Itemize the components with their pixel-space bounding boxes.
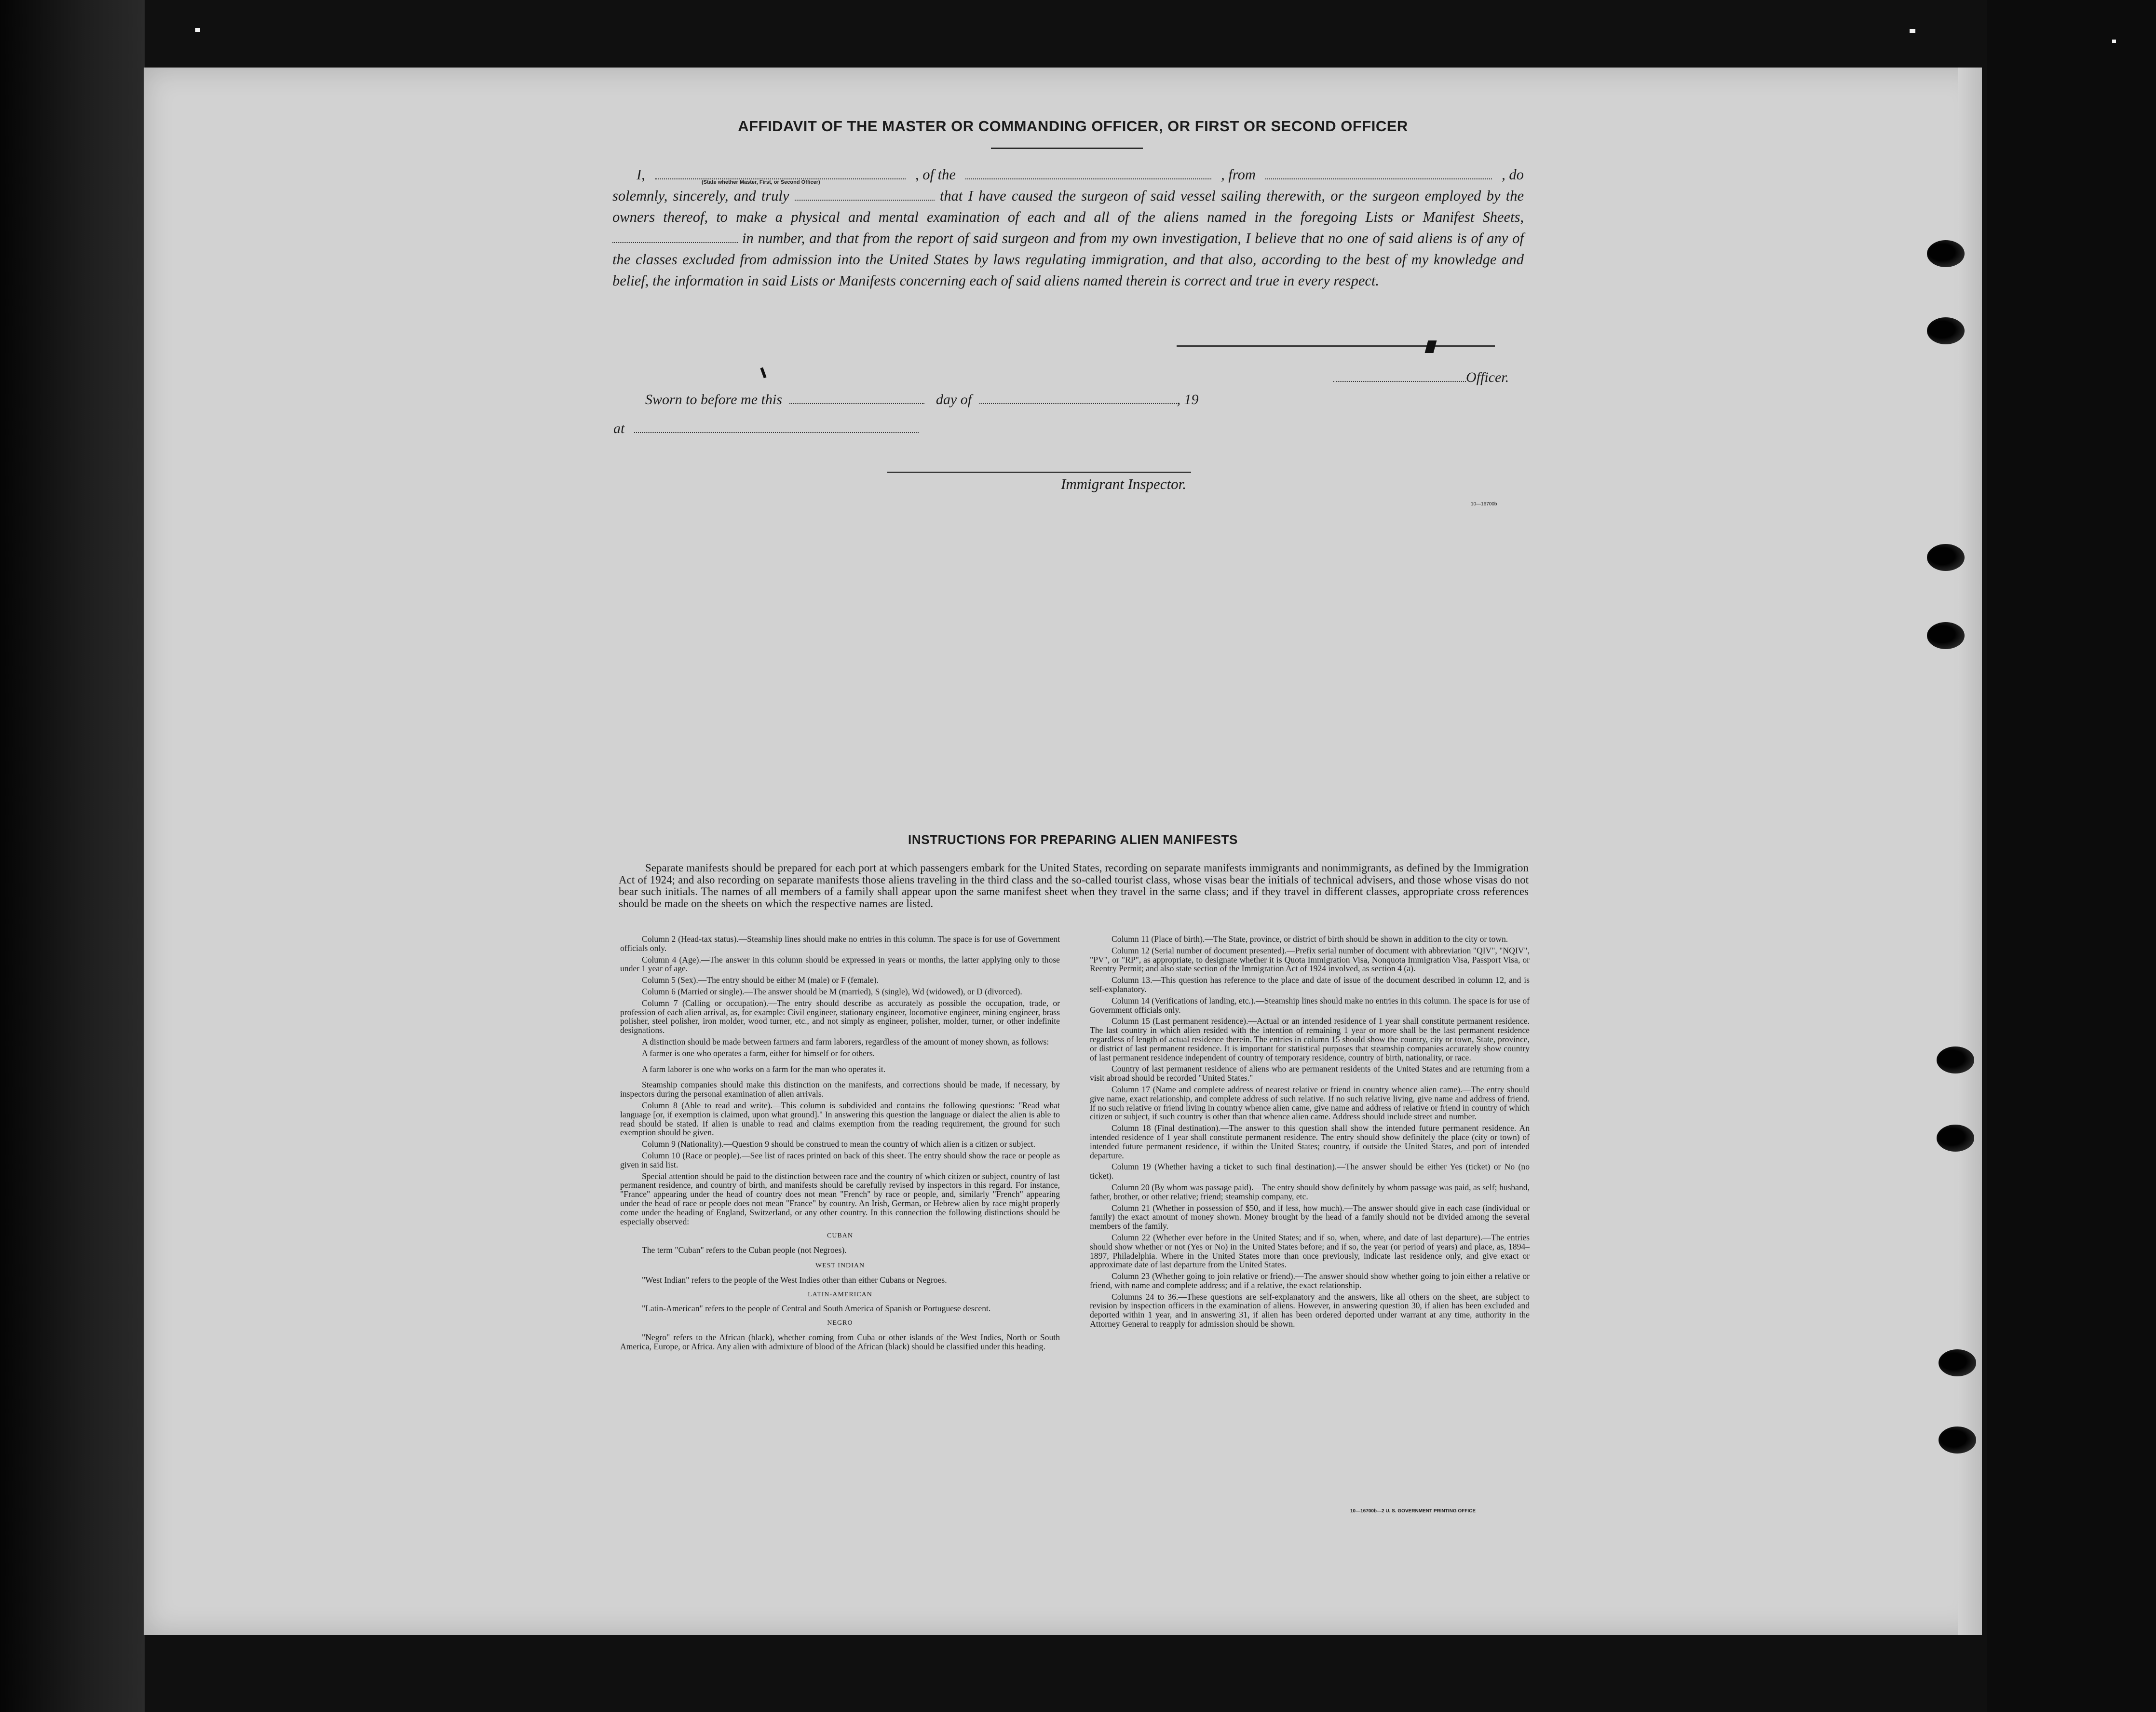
do-label: , do	[1502, 166, 1524, 183]
punch-hole	[1927, 317, 1965, 344]
instruction-paragraph: Columns 24 to 36.—These questions are self-explanatory and the answers, like all others on the sheet, are subject to revision by inspection officers in the examination of aliens. However, in answering question 30, if alien has been excluded and deported within 1 year, and in answering 31, if alien has been ordered deported under warrant at any time, authority in the Attorney General to reapply for admission should be shown.	[1090, 1291, 1530, 1329]
document-sheet	[144, 68, 1982, 1635]
instruction-paragraph: Column 20 (By whom was passage paid).—The entry should show definitely by whom passage was paid, as self; husband, father, brother, or other relative; friend; steamship company, etc.	[1090, 1182, 1530, 1201]
of-the-label: , of the	[915, 166, 956, 183]
day-of-label: day of	[936, 392, 972, 408]
punch-hole	[1937, 1046, 1974, 1073]
printer-imprint: 10—16700b—2 U. S. GOVERNMENT PRINTING OFFICE	[1350, 1508, 1476, 1514]
port-field[interactable]	[1265, 169, 1492, 179]
officer-signature-row	[1333, 369, 1509, 386]
instruction-paragraph: Column 14 (Verifications of landing, etc.).—Steamship lines should make no entries in this column. The space is for use of Government officials only.	[1090, 995, 1530, 1015]
instruction-paragraph: Column 12 (Serial number of document presented).—Prefix serial number of document with abbreviation "QIV", "NQIV", "PV", or "RP", as appropriate, to designate whether it is Quota Immigration Visa, Nonquota Immigration Visa, Passport Visa, or Reentry Permit; and also state section of the Immigration Act of 1924 involved, as section 4 (a).	[1090, 945, 1530, 974]
sworn-place-field[interactable]	[634, 422, 919, 433]
instructions-title: INSTRUCTIONS FOR PREPARING ALIEN MANIFESTS	[908, 832, 1238, 847]
negro-heading: NEGRO	[827, 1319, 853, 1327]
punch-hole	[1927, 240, 1965, 267]
affidavit-paragraph	[612, 185, 1524, 291]
instruction-paragraph: Column 23 (Whether going to join relative or friend).—The answer should show whether going to join either a relative or friend, with name and complete address; and if a relative, the exact relationship.	[1090, 1271, 1530, 1290]
inspector-signature-line[interactable]	[887, 472, 1191, 473]
negro-text: "Negro" refers to the African (black), whether coming from Cuba or other islands of the West Indies, North or South America, Europe, or Africa. Any alien with admixture of blood of the African (black) should be classified under this heading.	[620, 1332, 1060, 1351]
instruction-paragraph: Column 10 (Race or people).—See list of races printed on back of this sheet. The entry should show the race or people as given in said list.	[620, 1150, 1060, 1169]
affidavit-text-c: in number, and that from the report of said surgeon and from my own investigation, I believe that no one of said aliens is of any of the classes excluded from admission into the United States by laws regulating immigration, and that also, according to the best of my knowledge and belief, the information in said Lists or Manifests concerning each of said aliens named therein is correct and true in every respect.	[612, 230, 1524, 289]
officer-label: Officer.	[1466, 369, 1509, 385]
instruction-paragraph: A distinction should be made between farmers and farm laborers, regardless of the amount of money shown, as follows:	[642, 1036, 1049, 1046]
from-label: , from	[1221, 166, 1256, 183]
instruction-paragraph: Column 6 (Married or single).—The answer should be M (married), S (single), Wd (widowed), or D (divorced).	[642, 986, 1022, 996]
instructions-right-column	[1090, 935, 1530, 1331]
sworn-row	[645, 392, 1199, 408]
signature-line[interactable]	[1177, 345, 1495, 347]
affidavit-text-a: solemnly, sincerely, and truly	[612, 188, 789, 204]
punch-hole	[1927, 544, 1965, 571]
cuban-heading: CUBAN	[827, 1232, 853, 1240]
scan-border-left	[0, 0, 145, 1712]
instruction-paragraph: A farm laborer is one who works on a farm for the man who operates it.	[642, 1064, 886, 1074]
instruction-paragraph: Column 13.—This question has reference to the place and date of issue of the document described in column 12, and is self-explanatory.	[1090, 975, 1530, 994]
sworn-label: Sworn to before me this	[645, 392, 782, 408]
i-label: I,	[637, 166, 645, 183]
punch-hole	[1937, 1125, 1974, 1152]
officer-signature-field[interactable]	[1333, 371, 1466, 382]
latin-american-text: "Latin-American" refers to the people of Central and South America of Spanish or Portuguese descent.	[642, 1304, 991, 1314]
west-indian-heading: WEST INDIAN	[815, 1262, 865, 1269]
instruction-paragraph: Column 11 (Place of birth).—The State, province, or district of birth should be shown in addition to the city or town.	[1112, 934, 1508, 944]
instruction-paragraph: Column 22 (Whether ever before in the United States; and if so, when, where, and date of last departure).—The entries should show whether or not (Yes or No) in the United States before; and if so, the year (or period of years) and place, as, 1894–1897, Philadelphia. Where in the United States more than once previously, indicate last residence only, and give exact or approximate date of last departure from the United States.	[1090, 1232, 1530, 1270]
instruction-paragraph: Column 15 (Last permanent residence).—Actual or an intended residence of 1 year shall constitute permanent residence. The last country in which alien resided with the intention of remaining 1 year or more shall be the last permanent residence regardless of length of actual residence therein. The entries in column 15 should show the country, city or town, State, province, or district of last permanent residence. It is important for statistical purposes that steamship companies accurately show country of last permanent residence independent of country of temporary residence, country of birth, nationality, or race.	[1090, 1016, 1530, 1062]
instruction-paragraph: Column 17 (Name and complete address of nearest relative or friend in country whence alien came).—The entry should give name, exact relationship, and complete address of such relative. If no such relative living, give name and address of friend. If no such relative or friend living in country whence alien came, give name and address of relative or friend in country of which citizen or subject, if such country is other than that whence alien came. Address should include street and number.	[1090, 1084, 1530, 1122]
instruction-paragraph: Column 9 (Nationality).—Question 9 should be construed to mean the country of which alien is a citizen or subject.	[642, 1139, 1035, 1149]
instruction-paragraph: Column 2 (Head-tax status).—Steamship lines should make no entries in this column. The space is for use of Government officials only.	[620, 934, 1060, 953]
at-row	[613, 421, 919, 437]
inspector-label: Immigrant Inspector.	[1061, 476, 1187, 492]
vessel-name-field[interactable]	[965, 169, 1211, 179]
sworn-month-field[interactable]	[979, 394, 1177, 404]
affirm-field[interactable]	[795, 190, 935, 201]
instructions-left-column	[620, 935, 1060, 1353]
instruction-paragraph: Column 18 (Final destination).—The answer to this question shall show the intended future permanent residence. An intended residence of 1 year shall constitute permanent residence. The entry should show definitely the place (city or town) of intended future permanent residence, if within the United States; country, if outside the United States, and port of intended departure.	[1090, 1123, 1530, 1160]
latin-american-heading: LATIN-AMERICAN	[808, 1291, 872, 1298]
instruction-paragraph: Column 21 (Whether in possession of $50, and if less, how much).—The answer should give in each case (individual or family) the exact amount of money shown. Money brought by the head of a family should not be divided among the several members of the family.	[1090, 1203, 1530, 1231]
affidavit-text-b: that I have caused the surgeon of said vessel sailing therewith, or the surgeon employed by the owners thereof, to make a physical and mental examination of each and all of the aliens named in the foregoing Lists or Manifest Sheets,	[612, 188, 1524, 225]
sheet-edge-shadow	[1958, 68, 1982, 1635]
title-underline	[991, 148, 1143, 149]
instruction-paragraph: A farmer is one who operates a farm, either for himself or for others.	[642, 1048, 875, 1058]
punch-hole	[1939, 1349, 1976, 1376]
sworn-day-field[interactable]	[789, 394, 924, 404]
instruction-paragraph: Column 8 (Able to read and write).—This column is subdivided and contains the following questions: "Read what language [or, if exemption is claimed, upon what ground]." In answering this question the language or dialect the alien is able to read should be stated. If alien is unable to read and claims exemption from the reading requirement, the ground for such exemption should be given.	[620, 1100, 1060, 1138]
officer-rank-field[interactable]	[655, 169, 906, 179]
rank-note: (State whether Master, First, or Second Officer)	[702, 179, 820, 185]
punch-hole	[1939, 1427, 1976, 1454]
at-label: at	[613, 421, 625, 436]
instruction-paragraph: Steamship companies should make this distinction on the manifests, and corrections should be made, if necessary, by inspectors during the personal examination of alien arrivals.	[620, 1080, 1060, 1099]
scan-border-right	[1987, 0, 2156, 1712]
instruction-paragraph: Column 7 (Calling or occupation).—The entry should describe as accurately as possible the occupation, trade, or profession of each alien arrival, as, for example: Civil engineer, stationary engineer, locomotive engineer, mining engineer, brass polisher, steel polisher, iron molder, wood turner, etc., and not simply as engineer, polisher, molder, turner, or other indefinite designations.	[620, 998, 1060, 1035]
instruction-paragraph: Special attention should be paid to the distinction between race and the country of which citizen or subject, country of last permanent residence, and country of birth, and manifests should be carefully revised by inspectors in this regard. For instance, "France" appearing under the head of country does not mean "French" by race or people, and, similarly "French" appearing under the head of race or people does not mean "France" by country. An Irish, German, or Hebrew alien by race might properly come under the heading of England, Switzerland, or any other country. In this connection the following distinctions should be especially observed:	[620, 1171, 1060, 1226]
instruction-paragraph: Column 5 (Sex).—The entry should be either M (male) or F (female).	[642, 975, 879, 985]
dust-speck	[2112, 40, 2116, 43]
instruction-paragraph: Column 4 (Age).—The answer in this column should be expressed in years or months, the latter applying only to those under 1 year of age.	[620, 954, 1060, 974]
dust-speck	[1910, 29, 1915, 33]
west-indian-text: "West Indian" refers to the people of the West Indies other than either Cubans or Negroes.	[642, 1275, 947, 1285]
dust-speck	[195, 28, 200, 32]
punch-hole	[1927, 622, 1965, 649]
instruction-paragraph: Column 19 (Whether having a ticket to such final destination).—The answer should be either Yes (ticket) or No (no ticket).	[1090, 1162, 1530, 1181]
number-of-sheets-field[interactable]	[612, 232, 738, 243]
affidavit-title: AFFIDAVIT OF THE MASTER OR COMMANDING OFFICER, OR FIRST OR SECOND OFFICER	[738, 118, 1408, 135]
instruction-paragraph: Country of last permanent residence of aliens who are permanent residents of the United States and are returning from a visit abroad should be recorded "United States."	[1090, 1064, 1530, 1083]
year-prefix: , 19	[1177, 392, 1199, 408]
form-number: 10—16700b	[1471, 502, 1497, 507]
cuban-text: The term "Cuban" refers to the Cuban people (not Negroes).	[642, 1245, 847, 1255]
instructions-intro: Separate manifests should be prepared for each port at which passengers embark for the United States, recording on separate manifests immigrants and nonimmigrants, as defined by the Immigration Act of 1924; and also recording on separate manifests those aliens traveling in the third class and the so-called tourist class, whose visas bear the initials of technical advisers, and those whose visas do not bear such initials. The names of all members of a family shall appear upon the same manifest sheet when they travel in the same class; and if they travel in different classes, appropriate cross references should be made on the sheets on which the respective names are listed.	[619, 862, 1529, 910]
